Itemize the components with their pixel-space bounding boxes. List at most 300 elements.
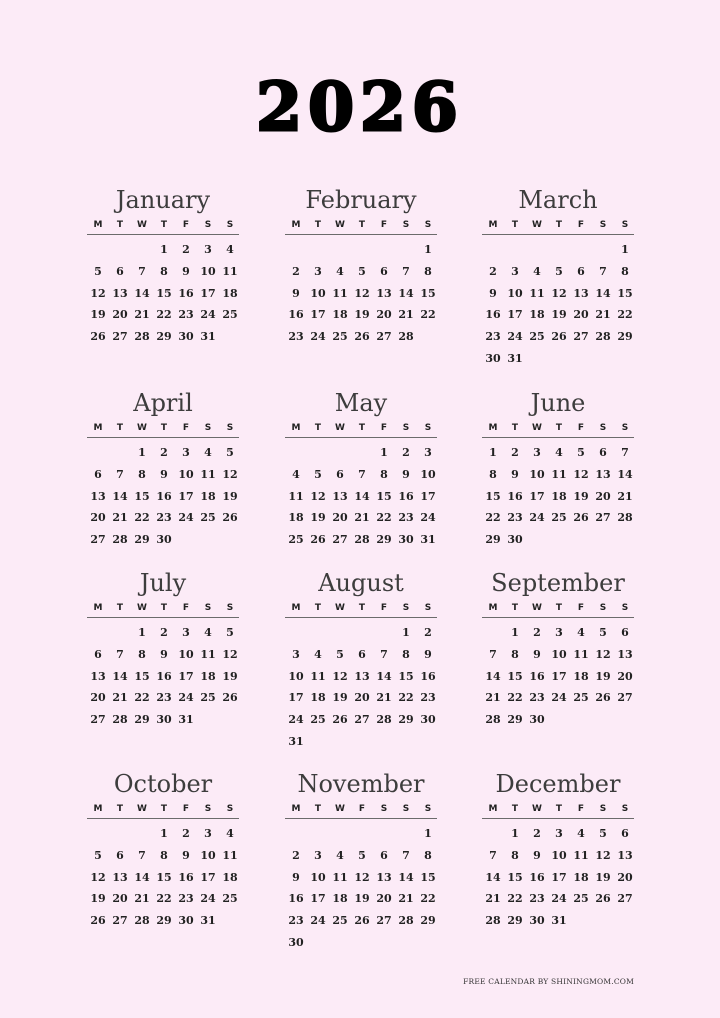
weekday-label: S [599, 220, 607, 230]
weekday-label: T [160, 423, 168, 433]
day-cell: 19 [595, 669, 611, 683]
day-cell: 11 [310, 669, 326, 683]
day-cell: 20 [332, 511, 348, 525]
day-cell: 22 [420, 308, 436, 322]
day-cell: 25 [200, 511, 216, 525]
day-cell: 1 [511, 827, 519, 841]
day-cell: 26 [222, 691, 238, 705]
day-cell: 26 [595, 892, 611, 906]
day-cell: 3 [182, 626, 190, 640]
month-may [285, 391, 437, 550]
day-cell: 10 [551, 849, 567, 863]
day-cell: 30 [156, 533, 172, 547]
day-cell: 9 [292, 870, 300, 884]
weekday-label: F [577, 603, 585, 613]
day-cell: 20 [573, 308, 589, 322]
day-cell: 4 [226, 827, 234, 841]
day-cell: 16 [178, 286, 194, 300]
day-cell: 12 [90, 286, 106, 300]
day-cell: 8 [621, 265, 629, 279]
weekday-label: F [380, 423, 388, 433]
weekday-header [285, 423, 437, 438]
day-cell: 22 [134, 511, 150, 525]
month-april [87, 391, 239, 550]
day-cell: 19 [90, 308, 106, 322]
weeks [482, 239, 634, 369]
week-row [482, 239, 634, 261]
day-cell: 3 [511, 265, 519, 279]
day-cell: 28 [398, 330, 414, 344]
day-cell: 6 [599, 446, 607, 460]
day-cell: 16 [507, 489, 523, 503]
weekday-label: S [204, 804, 212, 814]
day-cell: 16 [156, 489, 172, 503]
day-cell: 9 [511, 468, 519, 482]
day-cell: 15 [420, 870, 436, 884]
month-february [285, 188, 437, 347]
day-cell: 26 [90, 914, 106, 928]
day-cell: 26 [354, 330, 370, 344]
day-cell: 3 [292, 648, 300, 662]
day-cell: 11 [200, 468, 216, 482]
week-row [285, 845, 437, 867]
day-cell: 3 [555, 827, 563, 841]
day-cell: 30 [529, 713, 545, 727]
week-row [87, 644, 239, 666]
day-cell: 31 [507, 351, 523, 365]
weekday-label: T [314, 603, 322, 613]
weekday-label: S [621, 603, 629, 613]
day-cell: 22 [376, 511, 392, 525]
day-cell: 2 [292, 265, 300, 279]
day-cell: 27 [573, 330, 589, 344]
day-cell: 21 [134, 308, 150, 322]
day-cell: 8 [160, 265, 168, 279]
day-cell: 29 [507, 914, 523, 928]
day-cell: 3 [204, 827, 212, 841]
day-cell: 10 [420, 468, 436, 482]
day-cell: 8 [489, 468, 497, 482]
day-cell: 25 [551, 511, 567, 525]
day-cell: 1 [160, 827, 168, 841]
day-cell: 8 [138, 468, 146, 482]
day-cell: 1 [138, 446, 146, 460]
weekday-label: W [137, 804, 147, 814]
day-cell: 2 [182, 243, 190, 257]
weekday-label: W [137, 603, 147, 613]
weekday-label: S [599, 423, 607, 433]
day-cell: 6 [116, 849, 124, 863]
week-row [87, 304, 239, 326]
day-cell: 17 [178, 489, 194, 503]
week-row [87, 239, 239, 261]
weekday-label: S [402, 423, 410, 433]
day-cell: 20 [90, 511, 106, 525]
day-cell: 22 [485, 511, 501, 525]
weekday-label: T [160, 220, 168, 230]
weekday-header [87, 804, 239, 819]
day-cell: 16 [178, 870, 194, 884]
day-cell: 24 [200, 892, 216, 906]
week-row [285, 239, 437, 261]
day-cell: 24 [529, 511, 545, 525]
week-row [482, 529, 634, 551]
day-cell: 4 [336, 849, 344, 863]
day-cell: 21 [354, 511, 370, 525]
day-cell: 5 [358, 849, 366, 863]
day-cell: 24 [420, 511, 436, 525]
week-row [285, 622, 437, 644]
day-cell: 17 [551, 669, 567, 683]
month-name: April [133, 389, 193, 417]
weekday-label: W [335, 220, 345, 230]
day-cell: 21 [485, 691, 501, 705]
weekday-label: T [358, 423, 366, 433]
day-cell: 23 [288, 330, 304, 344]
day-cell: 30 [178, 914, 194, 928]
day-cell: 27 [376, 914, 392, 928]
day-cell: 14 [376, 669, 392, 683]
week-row [482, 644, 634, 666]
day-cell: 28 [595, 330, 611, 344]
day-cell: 10 [310, 286, 326, 300]
day-cell: 16 [398, 489, 414, 503]
day-cell: 26 [90, 330, 106, 344]
day-cell: 15 [420, 286, 436, 300]
day-cell: 27 [617, 691, 633, 705]
week-row [285, 304, 437, 326]
day-cell: 12 [222, 648, 238, 662]
day-cell: 27 [354, 713, 370, 727]
day-cell: 7 [138, 265, 146, 279]
day-cell: 29 [617, 330, 633, 344]
day-cell: 21 [617, 489, 633, 503]
week-row [285, 888, 437, 910]
month-march [482, 188, 634, 369]
week-row [285, 823, 437, 845]
day-cell: 13 [90, 669, 106, 683]
day-cell: 2 [533, 827, 541, 841]
day-cell: 19 [354, 892, 370, 906]
day-cell: 13 [112, 286, 128, 300]
day-cell: 31 [288, 734, 304, 748]
day-cell: 15 [485, 489, 501, 503]
day-cell: 17 [200, 870, 216, 884]
day-cell: 28 [134, 330, 150, 344]
day-cell: 26 [222, 511, 238, 525]
day-cell: 9 [424, 648, 432, 662]
day-cell: 24 [310, 330, 326, 344]
day-cell: 7 [621, 446, 629, 460]
weekday-label: F [182, 603, 190, 613]
day-cell: 21 [398, 308, 414, 322]
day-cell: 22 [156, 892, 172, 906]
weekday-label: F [577, 804, 585, 814]
day-cell: 2 [533, 626, 541, 640]
day-cell: 29 [156, 914, 172, 928]
day-cell: 2 [489, 265, 497, 279]
month-name: June [530, 389, 586, 417]
weekday-label: M [291, 603, 301, 613]
weekday-label: M [488, 603, 498, 613]
day-cell: 19 [90, 892, 106, 906]
day-cell: 4 [577, 626, 585, 640]
day-cell: 12 [573, 468, 589, 482]
day-cell: 14 [398, 870, 414, 884]
weekday-header [87, 220, 239, 235]
week-row [87, 261, 239, 283]
weekday-label: S [226, 804, 234, 814]
day-cell: 1 [511, 626, 519, 640]
weekday-label: S [204, 220, 212, 230]
day-cell: 24 [507, 330, 523, 344]
day-cell: 28 [112, 533, 128, 547]
weekday-label: T [314, 423, 322, 433]
day-cell: 19 [573, 489, 589, 503]
weekday-label: S [402, 603, 410, 613]
day-cell: 17 [529, 489, 545, 503]
day-cell: 13 [376, 870, 392, 884]
day-cell: 11 [529, 286, 545, 300]
day-cell: 11 [573, 849, 589, 863]
day-cell: 14 [112, 489, 128, 503]
day-cell: 5 [358, 265, 366, 279]
day-cell: 21 [112, 511, 128, 525]
day-cell: 24 [200, 308, 216, 322]
day-cell: 15 [134, 669, 150, 683]
day-cell: 23 [485, 330, 501, 344]
weekday-label: T [555, 804, 563, 814]
weekday-label: S [226, 423, 234, 433]
day-cell: 18 [573, 870, 589, 884]
weekday-label: S [424, 220, 432, 230]
weekday-label: S [226, 220, 234, 230]
day-cell: 3 [182, 446, 190, 460]
day-cell: 10 [507, 286, 523, 300]
week-row [482, 845, 634, 867]
day-cell: 2 [292, 849, 300, 863]
weeks [87, 823, 239, 931]
day-cell: 7 [116, 648, 124, 662]
day-cell: 13 [595, 468, 611, 482]
day-cell: 13 [90, 489, 106, 503]
day-cell: 13 [354, 669, 370, 683]
day-cell: 2 [160, 626, 168, 640]
day-cell: 30 [288, 935, 304, 949]
weeks [87, 239, 239, 347]
day-cell: 25 [529, 330, 545, 344]
day-cell: 22 [507, 691, 523, 705]
day-cell: 23 [529, 691, 545, 705]
weekday-label: T [160, 804, 168, 814]
day-cell: 18 [529, 308, 545, 322]
week-row [482, 282, 634, 304]
day-cell: 10 [551, 648, 567, 662]
day-cell: 2 [402, 446, 410, 460]
day-cell: 8 [511, 849, 519, 863]
day-cell: 17 [200, 286, 216, 300]
day-cell: 27 [90, 713, 106, 727]
day-cell: 8 [402, 648, 410, 662]
day-cell: 24 [178, 691, 194, 705]
weekday-label: W [137, 220, 147, 230]
day-cell: 1 [402, 626, 410, 640]
day-cell: 28 [398, 914, 414, 928]
day-cell: 14 [485, 669, 501, 683]
day-cell: 15 [617, 286, 633, 300]
week-row [285, 665, 437, 687]
day-cell: 20 [595, 489, 611, 503]
day-cell: 19 [222, 489, 238, 503]
day-cell: 16 [288, 892, 304, 906]
day-cell: 13 [112, 870, 128, 884]
week-row [482, 464, 634, 486]
day-cell: 18 [288, 511, 304, 525]
day-cell: 6 [358, 648, 366, 662]
weekday-label: M [488, 804, 498, 814]
month-name: December [495, 770, 621, 798]
day-cell: 19 [354, 308, 370, 322]
week-row [87, 622, 239, 644]
day-cell: 13 [332, 489, 348, 503]
day-cell: 16 [288, 308, 304, 322]
week-row [87, 665, 239, 687]
day-cell: 6 [336, 468, 344, 482]
day-cell: 9 [160, 468, 168, 482]
day-cell: 23 [178, 892, 194, 906]
weekday-label: F [182, 804, 190, 814]
month-october [87, 772, 239, 931]
week-row [482, 709, 634, 731]
day-cell: 28 [485, 713, 501, 727]
credit-text: FREE CALENDAR BY SHININGMOM.COM [463, 977, 634, 986]
day-cell: 19 [551, 308, 567, 322]
day-cell: 27 [112, 914, 128, 928]
day-cell: 8 [380, 468, 388, 482]
weekday-label: F [380, 603, 388, 613]
day-cell: 16 [485, 308, 501, 322]
day-cell: 9 [402, 468, 410, 482]
weekday-label: W [532, 423, 542, 433]
day-cell: 1 [621, 243, 629, 257]
weeks [482, 442, 634, 550]
day-cell: 9 [182, 849, 190, 863]
day-cell: 17 [288, 691, 304, 705]
week-row [87, 845, 239, 867]
day-cell: 6 [577, 265, 585, 279]
day-cell: 5 [555, 265, 563, 279]
week-row [285, 507, 437, 529]
weekday-label: S [424, 804, 432, 814]
day-cell: 23 [156, 511, 172, 525]
day-cell: 26 [595, 691, 611, 705]
day-cell: 16 [529, 870, 545, 884]
day-cell: 4 [555, 446, 563, 460]
day-cell: 5 [226, 626, 234, 640]
day-cell: 2 [160, 446, 168, 460]
week-row [87, 282, 239, 304]
weeks [285, 823, 437, 953]
weekday-label: S [226, 603, 234, 613]
day-cell: 25 [222, 892, 238, 906]
day-cell: 20 [90, 691, 106, 705]
month-name: September [491, 569, 625, 597]
day-cell: 11 [222, 849, 238, 863]
day-cell: 16 [529, 669, 545, 683]
day-cell: 3 [555, 626, 563, 640]
day-cell: 29 [398, 713, 414, 727]
day-cell: 20 [354, 691, 370, 705]
week-row [482, 823, 634, 845]
weekday-header [482, 804, 634, 819]
day-cell: 2 [424, 626, 432, 640]
day-cell: 22 [617, 308, 633, 322]
day-cell: 26 [310, 533, 326, 547]
day-cell: 7 [489, 648, 497, 662]
weekday-label: S [424, 603, 432, 613]
day-cell: 5 [599, 827, 607, 841]
weekday-label: S [424, 423, 432, 433]
week-row [285, 529, 437, 551]
weekday-label: S [380, 804, 388, 814]
day-cell: 15 [507, 669, 523, 683]
day-cell: 18 [310, 691, 326, 705]
day-cell: 25 [222, 308, 238, 322]
day-cell: 11 [332, 870, 348, 884]
day-cell: 30 [420, 713, 436, 727]
weekday-label: M [488, 220, 498, 230]
week-row [285, 910, 437, 932]
day-cell: 10 [200, 849, 216, 863]
day-cell: 12 [551, 286, 567, 300]
day-cell: 17 [178, 669, 194, 683]
day-cell: 31 [551, 914, 567, 928]
day-cell: 24 [178, 511, 194, 525]
weekday-label: W [335, 603, 345, 613]
day-cell: 10 [310, 870, 326, 884]
weekday-label: T [511, 804, 519, 814]
day-cell: 25 [310, 713, 326, 727]
month-july [87, 571, 239, 730]
weekday-header [87, 423, 239, 438]
day-cell: 25 [332, 914, 348, 928]
day-cell: 5 [94, 265, 102, 279]
day-cell: 13 [376, 286, 392, 300]
day-cell: 17 [507, 308, 523, 322]
day-cell: 6 [621, 827, 629, 841]
weekday-label: T [511, 220, 519, 230]
day-cell: 19 [332, 691, 348, 705]
day-cell: 9 [160, 648, 168, 662]
day-cell: 2 [511, 446, 519, 460]
day-cell: 14 [398, 286, 414, 300]
day-cell: 22 [507, 892, 523, 906]
weekday-label: M [93, 423, 103, 433]
day-cell: 13 [617, 648, 633, 662]
week-row [285, 931, 437, 953]
day-cell: 15 [507, 870, 523, 884]
day-cell: 23 [288, 914, 304, 928]
day-cell: 22 [420, 892, 436, 906]
weekday-label: M [93, 220, 103, 230]
day-cell: 2 [182, 827, 190, 841]
month-name: October [113, 770, 213, 798]
day-cell: 20 [617, 669, 633, 683]
weekday-header [285, 220, 437, 235]
weeks [285, 622, 437, 752]
day-cell: 22 [134, 691, 150, 705]
day-cell: 29 [376, 533, 392, 547]
